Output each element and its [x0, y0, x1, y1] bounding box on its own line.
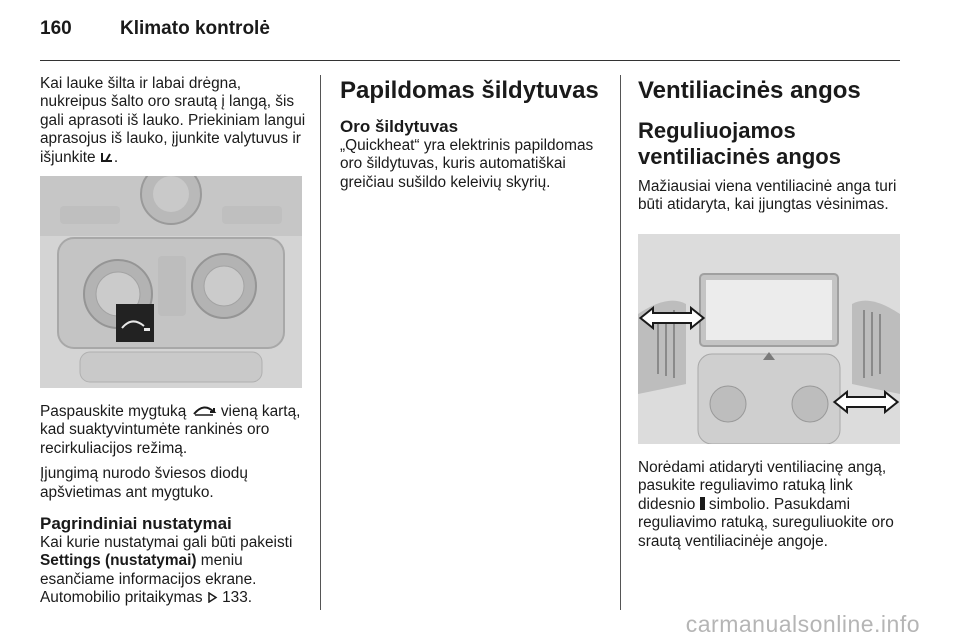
- reference-arrow-icon: [207, 592, 218, 603]
- paragraph-settings: Kai kurie nustatymai gali būti pakeisti Settings (nustatymai) meniu esančiame informacijos ekrane. Automobilio pritaikymas 133.: [40, 534, 293, 607]
- column-divider-2: [620, 75, 621, 610]
- heading-air-vents: Ventiliacinės angos: [638, 77, 861, 104]
- header-rule: [40, 60, 900, 61]
- subheading-adjustable-vents: Reguliuojamos ventiliacinės angos: [638, 118, 841, 169]
- paragraph-recirculation: Paspauskite mygtuką vieną kartą, kad suaktyvintumėte rankinės oro recirkuliacijos režimą.: [40, 403, 301, 457]
- air-vents-image: [638, 234, 900, 444]
- paragraph-led: Įjungimą nurodo šviesos diodų apšvietimas ant mygtuko.: [40, 465, 248, 501]
- column-3-lower: [638, 459, 902, 551]
- subheading-air-heater: Oro šildytuvas: [340, 117, 459, 136]
- column-3: [638, 77, 902, 215]
- vent-open-symbol-icon: [700, 497, 705, 510]
- page-title: Klimato kontrolė: [120, 18, 270, 39]
- paragraph-quickheat: „Quickheat“ yra elektrinis papildomas oro šildytuvas, kuris automatiškai greičiau sušildo keleivių skyrių.: [340, 137, 594, 191]
- paragraph-humidity: Kai lauke šilta ir labai drėgna, nukreipus šalto oro srautą į langą, šis gali aprasoti iš lauko. Priekiniam langui aprasojus iš lauko, įjunkite valytuvus ir išjunkite .: [40, 75, 306, 166]
- column-1-lower: [40, 403, 308, 608]
- recirculation-icon: [191, 405, 217, 417]
- watermark: carmanualsonline.info: [685, 611, 920, 637]
- climate-control-panel-image: [40, 176, 302, 388]
- paragraph-open-vent: Norėdami atidaryti ventiliacinę angą, pasukite reguliavimo ratuką link didesnio simbolio. Pasukdami reguliavimo ratuką, sureguliuokite oro srautą ventiliacinėje angoje.: [638, 459, 894, 550]
- heading-basic-settings: Pagrindiniai nustatymai: [40, 514, 232, 534]
- column-2: [340, 77, 610, 192]
- wiper-icon: [100, 151, 114, 163]
- heading-auxiliary-heater: Papildomas šildytuvas: [340, 77, 599, 104]
- paragraph-vents-open: Mažiausiai viena ventiliacinė anga turi būti atidaryta, kai įjungtas vėsinimas.: [638, 178, 897, 214]
- page-number: 160: [40, 18, 72, 39]
- column-divider-1: [320, 75, 321, 610]
- column-1: [40, 75, 308, 167]
